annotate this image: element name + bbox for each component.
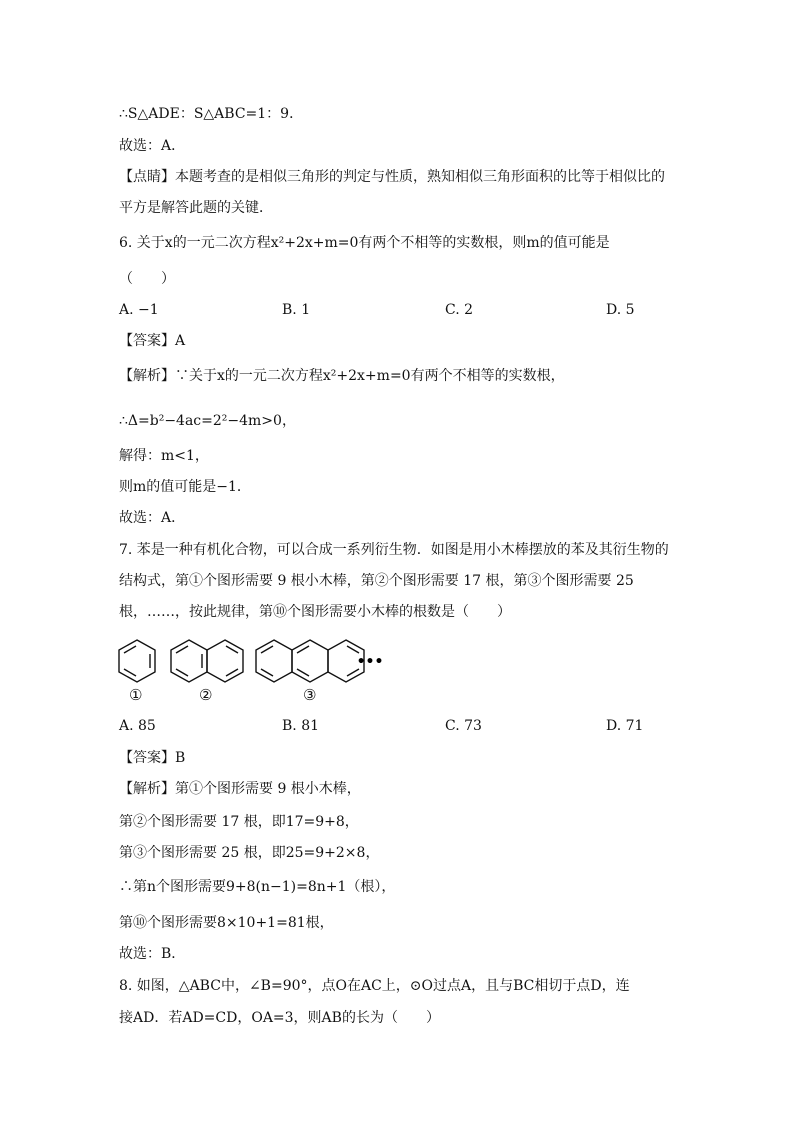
analysis-7-line-3: 第③个图形需要 25 根，即25=9+2×8， [119, 845, 380, 861]
question-6-stem: 6. 关于x的一元二次方程x²+2x+m=0有两个不相等的实数根，则m的值可能是 [119, 235, 610, 251]
comment-line-2: 平方是解答此题的关键． [119, 200, 273, 216]
benzene-figure [119, 630, 384, 710]
question-8-line-1: 8. 如图，△ABC中，∠B=90°，点O在AC上，⊙O过点A，且与BC相切于点D，连 [119, 978, 630, 994]
analysis-7-line-4: ∴第n个图形需要9+8(n−1)=8n+1（根）， [119, 879, 396, 895]
analysis-6-line-3: 解得：m<1， [119, 448, 209, 464]
q6-option-d: D. 5 [606, 302, 635, 318]
conclusion-ratio: ∴S△ADE：S△ABC=1：9． [119, 106, 304, 122]
analysis-6-line-1: 【解析】∵关于x的一元二次方程x²+2x+m=0有两个不相等的实数根， [119, 368, 565, 384]
question-7-line-3: 根，……，按此规律，第⑩个图形需要小木棒的根数是（ ） [119, 604, 511, 620]
naphthalene-2-icon [171, 640, 243, 682]
q7-option-c: C. 73 [445, 718, 482, 734]
figure-ellipsis: ••• [356, 654, 384, 670]
analysis-6-line-2: ∴Δ=b²−4ac=2²−4m>0， [119, 413, 296, 429]
benzene-1-icon [119, 640, 155, 682]
analysis-6-line-4: 则m的值可能是−1． [119, 479, 251, 495]
q7-option-b: B. 81 [282, 718, 320, 734]
analysis-7-line-5: 第⑩个图形需要8×10+1=81根， [119, 915, 334, 931]
figure-label-2: ② [199, 686, 213, 704]
analysis-7-line-1: 【解析】第①个图形需要 9 根小木棒， [119, 781, 361, 797]
q6-option-b: B. 1 [282, 302, 311, 318]
q6-option-c: C. 2 [445, 302, 474, 318]
comment-line-1: 【点睛】本题考查的是相似三角形的判定与性质，熟知相似三角形面积的比等于相似比的 [119, 169, 665, 185]
question-7-line-1: 7. 苯是一种有机化合物，可以合成一系列衍生物．如图是用小木棒摆放的苯及其衍生物的 [119, 542, 669, 558]
analysis-6-line-5: 故选：A． [119, 510, 186, 526]
answer-7: 【答案】B [119, 750, 186, 766]
q7-option-a: A. 85 [119, 718, 156, 734]
choice-statement: 故选：A． [119, 138, 186, 154]
figure-label-1: ① [129, 686, 143, 704]
question-8-line-2: 接AD．若AD=CD，OA=3，则AB的长为（ ） [119, 1010, 440, 1026]
answer-6: 【答案】A [119, 333, 186, 349]
question-7-line-2: 结构式，第①个图形需要 9 根小木棒，第②个图形需要 17 根，第③个图形需要 25 [119, 573, 634, 589]
anthracene-3-icon [256, 640, 364, 682]
analysis-7-line-2: 第②个图形需要 17 根，即17=9+8， [119, 814, 359, 830]
q6-option-a: A. −1 [119, 302, 159, 318]
q7-option-d: D. 71 [606, 718, 644, 734]
figure-label-3: ③ [303, 686, 317, 704]
analysis-7-line-6: 故选：B． [119, 946, 186, 962]
question-6-bracket: （ ） [119, 271, 175, 287]
